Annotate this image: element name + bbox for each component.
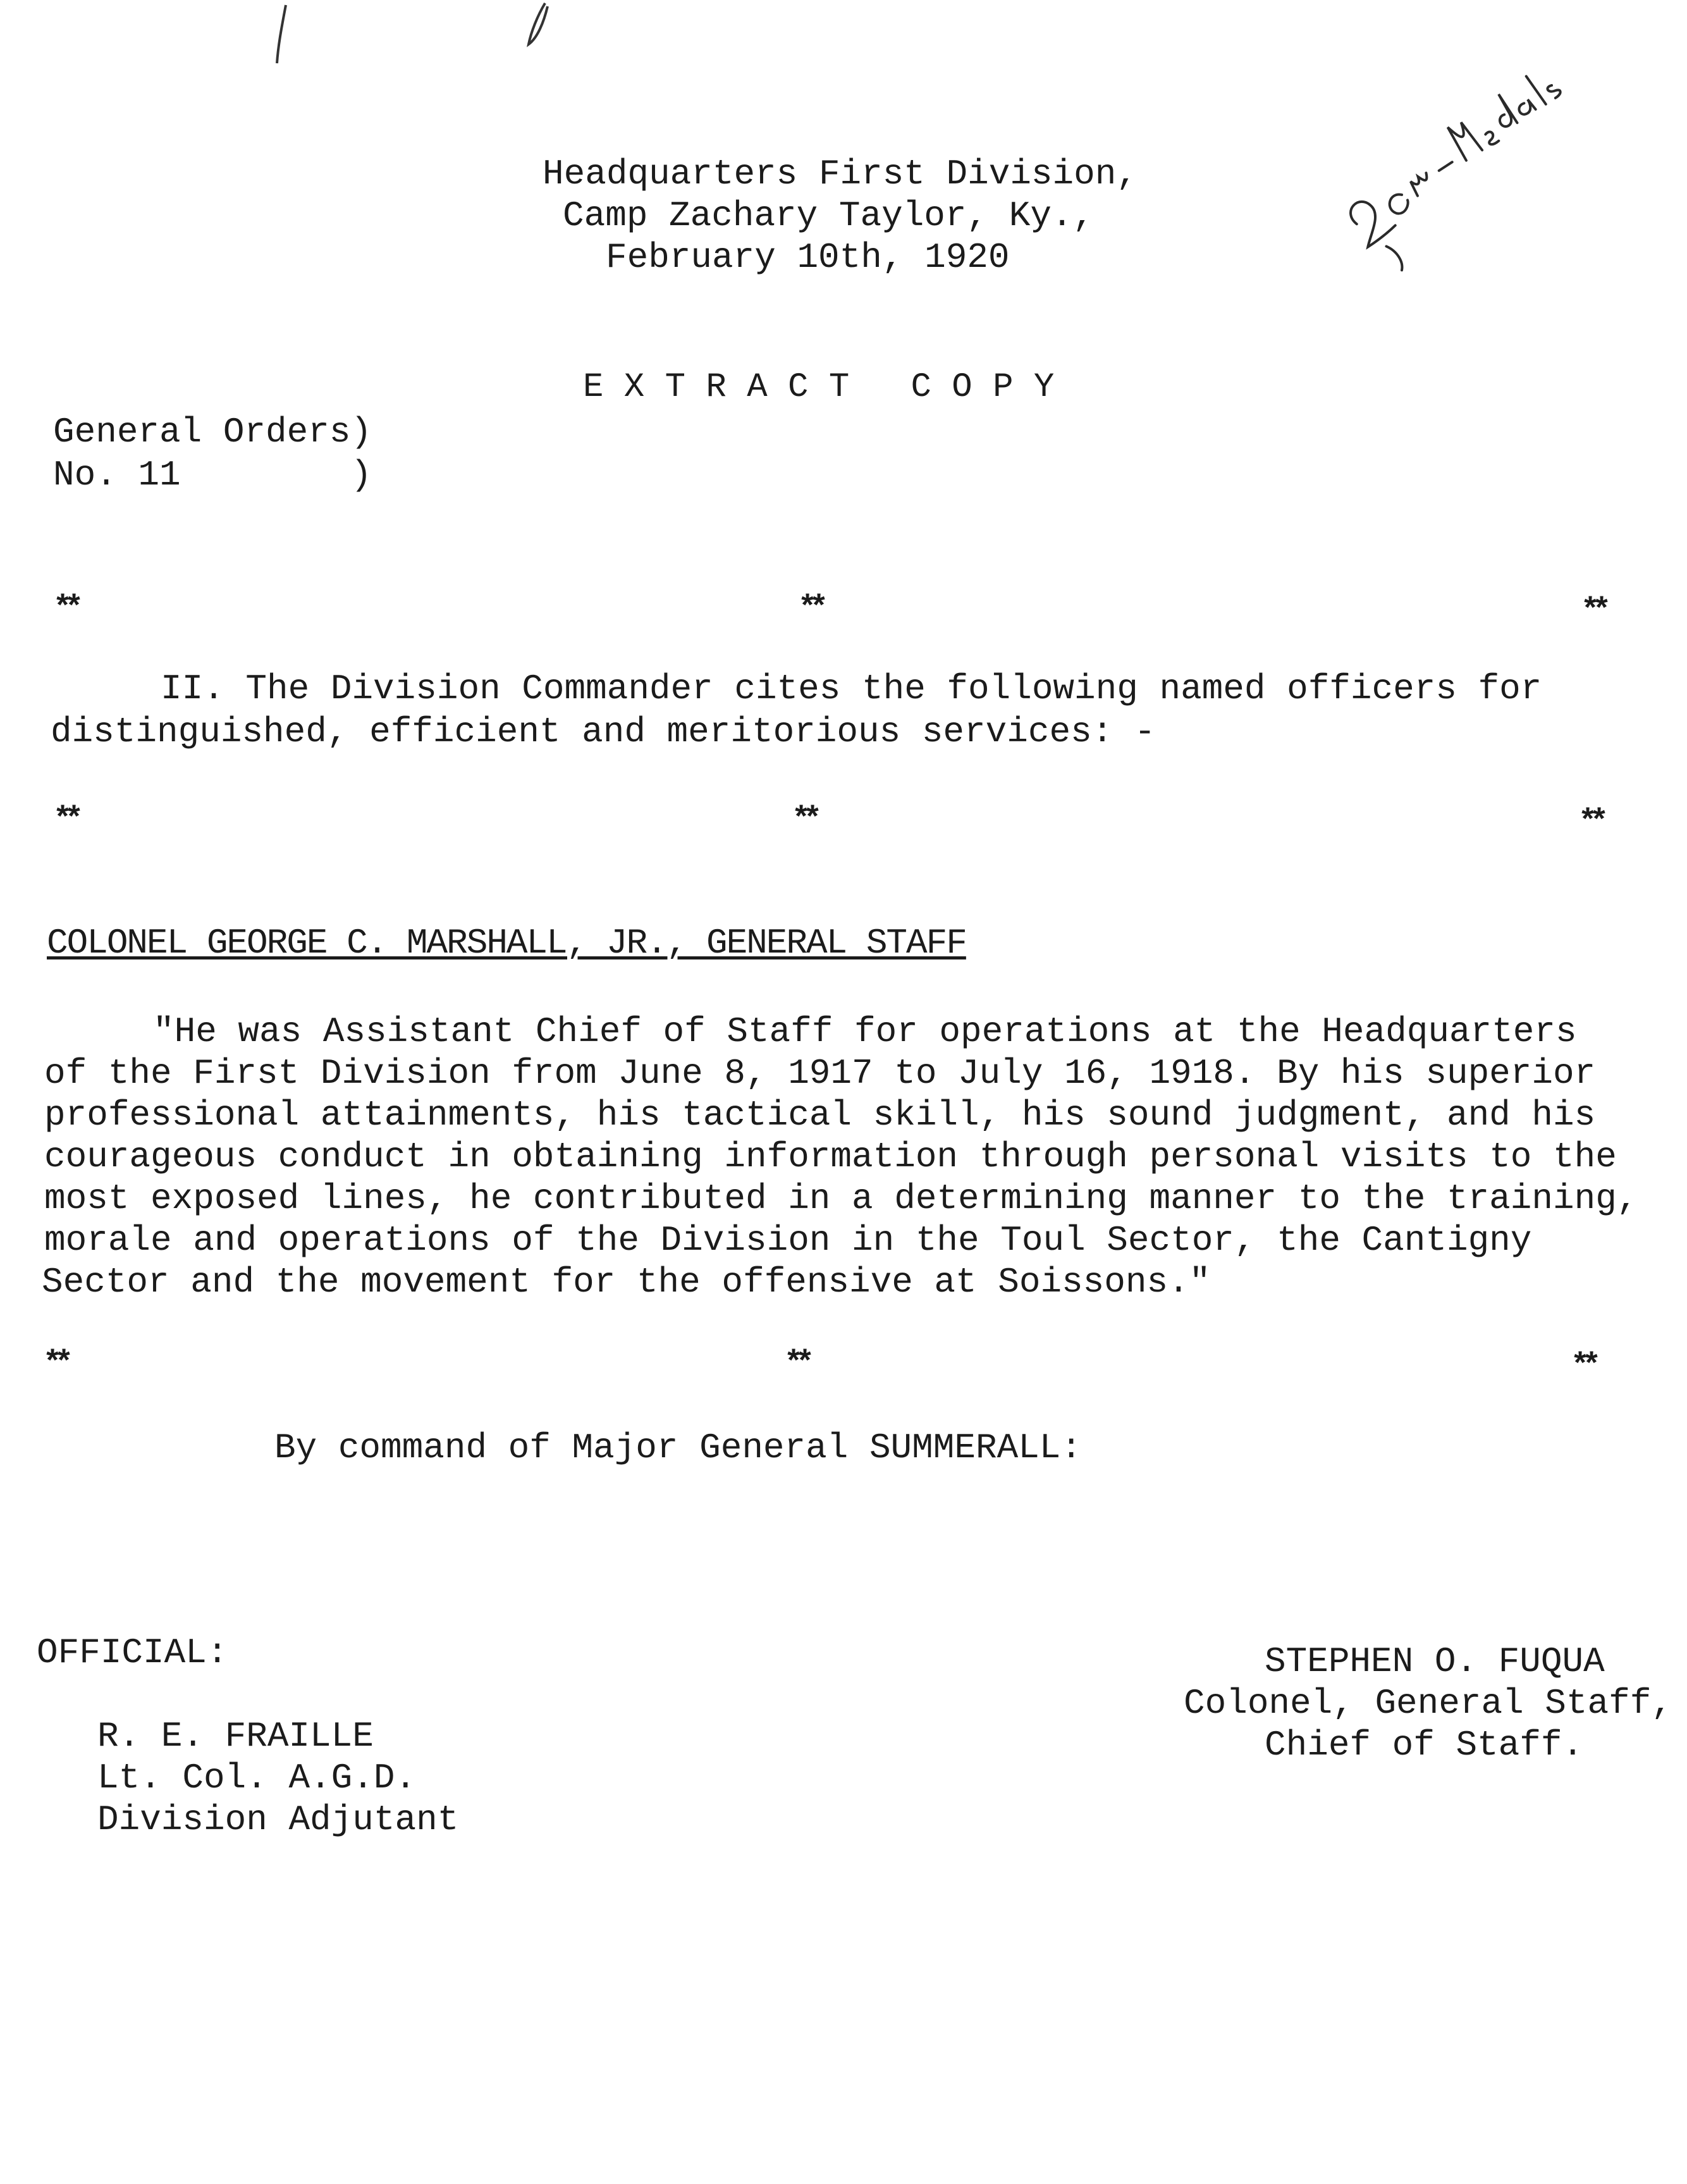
adjutant-rank: Lt. Col. A.G.D. [97,1758,417,1798]
citation-heading: COLONEL GEORGE C. MARSHALL, JR., GENERAL STAFF [47,923,966,963]
header-line-1: Headquarters First Division, [543,154,1138,194]
command-line: By command of Major General SUMMERALL: [274,1428,1083,1468]
adjutant-name: R. E. FRAILLE [97,1716,374,1756]
citation-line-2: of the First Division from June 8, 1917 to July 16, 1918. By his superior [44,1053,1596,1094]
citation-line-3: professional attainments, his tactical skill, his sound judgment, and his [44,1095,1596,1135]
citation-line-7: Sector and the movement for the offensive at Soissons." [42,1262,1211,1302]
separator-asterisks: ** [53,802,77,838]
separator-asterisks: ** [1571,1348,1594,1385]
general-orders-label: General Orders) [53,412,372,452]
citation-line-5: most exposed lines, he contributed in a determining manner to the training, [44,1178,1638,1219]
paragraph-ii-line-2: distinguished, efficient and meritorious services: - [51,712,1156,752]
citation-line-4: courageous conduct in obtaining information through personal visits to the [44,1137,1617,1177]
adjutant-title: Division Adjutant [97,1799,459,1840]
citation-line-6: morale and operations of the Division in the Toul Sector, the Cantigny [44,1220,1532,1261]
separator-asterisks: ** [1578,805,1602,841]
separator-asterisks: ** [53,591,77,627]
document-type-title: E X T R A C T C O P Y [583,368,1055,407]
separator-asterisks: ** [784,1346,807,1382]
official-label: OFFICIAL: [37,1632,228,1673]
signatory-title: Chief of Staff. [1265,1725,1584,1765]
general-orders-number: No. 11 ) [53,455,372,495]
separator-asterisks: ** [792,802,815,838]
separator-asterisks: ** [798,591,821,627]
header-line-3: February 10th, 1920 [606,237,1010,278]
separator-asterisks: ** [43,1346,66,1382]
separator-asterisks: ** [1581,593,1604,629]
paragraph-ii-line-1: II. The Division Commander cites the following named officers for [161,669,1542,709]
signatory-name: STEPHEN O. FUQUA [1265,1641,1605,1682]
citation-line-1: "He was Assistant Chief of Staff for operations at the Headquarters [153,1011,1577,1052]
signatory-rank: Colonel, General Staff, [1184,1683,1672,1724]
header-line-2: Camp Zachary Taylor, Ky., [563,195,1095,236]
